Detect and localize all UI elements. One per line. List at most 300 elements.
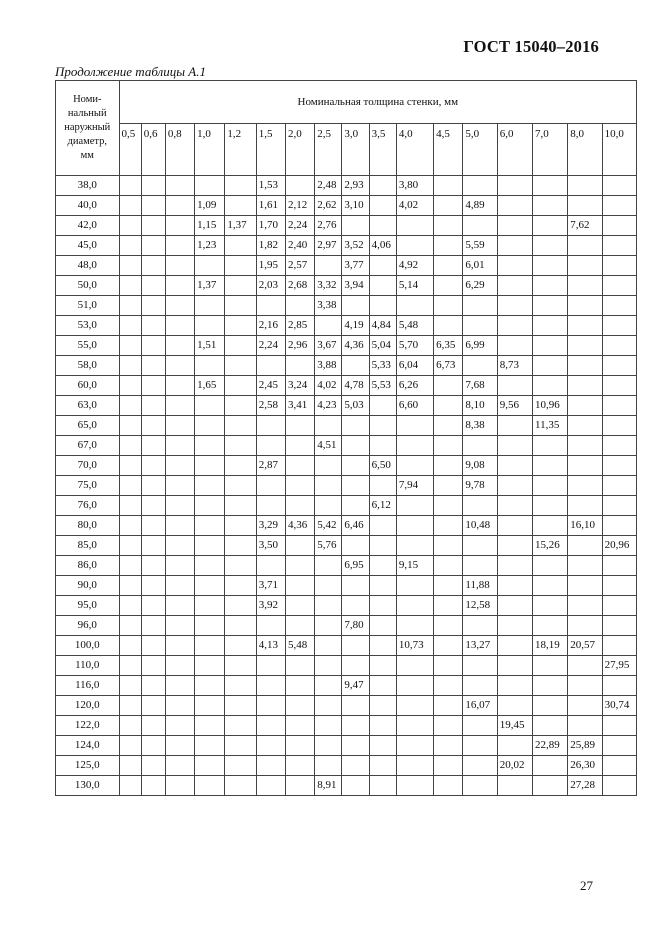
mass-cell bbox=[532, 476, 567, 496]
mass-cell: 1,51 bbox=[195, 336, 225, 356]
diameter-cell: 63,0 bbox=[56, 396, 120, 416]
mass-cell bbox=[165, 216, 194, 236]
mass-cell: 9,78 bbox=[463, 476, 497, 496]
mass-cell bbox=[434, 556, 463, 576]
mass-cell: 2,76 bbox=[315, 216, 342, 236]
mass-cell bbox=[195, 256, 225, 276]
mass-cell bbox=[195, 656, 225, 676]
mass-cell bbox=[195, 756, 225, 776]
mass-cell bbox=[396, 416, 433, 436]
mass-cell bbox=[165, 596, 194, 616]
mass-cell bbox=[342, 636, 369, 656]
mass-cell bbox=[568, 656, 602, 676]
mass-cell bbox=[568, 436, 602, 456]
mass-cell bbox=[497, 436, 532, 456]
mass-cell bbox=[434, 576, 463, 596]
mass-cell bbox=[195, 716, 225, 736]
mass-cell bbox=[369, 176, 396, 196]
mass-cell bbox=[119, 496, 141, 516]
mass-cell: 6,26 bbox=[396, 376, 433, 396]
mass-cell bbox=[532, 616, 567, 636]
mass-cell bbox=[463, 316, 497, 336]
mass-cell bbox=[602, 176, 636, 196]
mass-cell bbox=[532, 596, 567, 616]
mass-cell: 5,14 bbox=[396, 276, 433, 296]
mass-cell bbox=[434, 476, 463, 496]
mass-cell bbox=[396, 736, 433, 756]
mass-cell bbox=[119, 536, 141, 556]
mass-cell: 15,26 bbox=[532, 536, 567, 556]
mass-cell bbox=[497, 336, 532, 356]
mass-cell: 6,73 bbox=[434, 356, 463, 376]
mass-cell bbox=[256, 356, 285, 376]
mass-cell bbox=[225, 476, 256, 496]
mass-cell bbox=[225, 396, 256, 416]
mass-cell bbox=[369, 656, 396, 676]
thickness-group-header: Номинальная толщина стенки, мм bbox=[119, 81, 636, 124]
mass-cell bbox=[141, 616, 165, 636]
mass-cell bbox=[285, 756, 314, 776]
mass-cell bbox=[497, 476, 532, 496]
mass-cell bbox=[285, 716, 314, 736]
mass-cell: 3,29 bbox=[256, 516, 285, 536]
mass-cell bbox=[119, 776, 141, 796]
table-row bbox=[56, 756, 637, 776]
mass-cell bbox=[141, 776, 165, 796]
mass-cell bbox=[434, 276, 463, 296]
mass-cell: 10,73 bbox=[396, 636, 433, 656]
mass-cell: 2,16 bbox=[256, 316, 285, 336]
mass-cell bbox=[497, 576, 532, 596]
mass-cell: 7,94 bbox=[396, 476, 433, 496]
mass-cell: 5,70 bbox=[396, 336, 433, 356]
mass-cell bbox=[497, 776, 532, 796]
mass-cell: 2,58 bbox=[256, 396, 285, 416]
mass-cell: 7,80 bbox=[342, 616, 369, 636]
mass-cell bbox=[532, 776, 567, 796]
mass-cell bbox=[342, 736, 369, 756]
table-row bbox=[56, 516, 637, 536]
mass-cell bbox=[285, 696, 314, 716]
thickness-header-cell: 4,0 bbox=[396, 124, 433, 176]
mass-cell bbox=[568, 676, 602, 696]
mass-cell bbox=[256, 556, 285, 576]
thickness-header-cell: 0,5 bbox=[119, 124, 141, 176]
mass-cell bbox=[396, 536, 433, 556]
mass-cell bbox=[285, 576, 314, 596]
mass-cell bbox=[141, 236, 165, 256]
mass-cell bbox=[463, 656, 497, 676]
mass-cell bbox=[342, 596, 369, 616]
mass-cell bbox=[256, 676, 285, 696]
mass-cell bbox=[256, 616, 285, 636]
thickness-header-cell: 7,0 bbox=[532, 124, 567, 176]
mass-cell bbox=[396, 576, 433, 596]
mass-cell bbox=[342, 716, 369, 736]
mass-cell bbox=[195, 696, 225, 716]
mass-cell bbox=[256, 696, 285, 716]
page-number: 27 bbox=[580, 878, 593, 893]
mass-cell bbox=[141, 316, 165, 336]
mass-cell bbox=[256, 436, 285, 456]
mass-cell bbox=[369, 556, 396, 576]
mass-cell bbox=[225, 336, 256, 356]
mass-cell bbox=[568, 376, 602, 396]
mass-cell: 20,57 bbox=[568, 636, 602, 656]
mass-cell bbox=[568, 596, 602, 616]
mass-cell bbox=[602, 396, 636, 416]
mass-cell bbox=[602, 496, 636, 516]
mass-cell bbox=[532, 456, 567, 476]
mass-cell bbox=[315, 716, 342, 736]
mass-cell bbox=[342, 216, 369, 236]
mass-cell bbox=[119, 676, 141, 696]
mass-cell bbox=[434, 696, 463, 716]
mass-cell bbox=[396, 496, 433, 516]
mass-cell bbox=[225, 576, 256, 596]
mass-cell: 11,88 bbox=[463, 576, 497, 596]
mass-cell bbox=[225, 456, 256, 476]
mass-cell bbox=[568, 576, 602, 596]
table-body bbox=[56, 176, 637, 796]
mass-cell bbox=[119, 736, 141, 756]
mass-cell bbox=[141, 756, 165, 776]
mass-cell bbox=[285, 496, 314, 516]
mass-cell bbox=[141, 596, 165, 616]
mass-cell bbox=[434, 256, 463, 276]
table-row bbox=[56, 396, 637, 416]
mass-cell: 13,27 bbox=[463, 636, 497, 656]
mass-cell: 3,94 bbox=[342, 276, 369, 296]
mass-cell bbox=[165, 496, 194, 516]
mass-cell: 5,33 bbox=[369, 356, 396, 376]
mass-cell bbox=[434, 216, 463, 236]
mass-cell bbox=[342, 696, 369, 716]
table-row bbox=[56, 596, 637, 616]
mass-cell bbox=[119, 596, 141, 616]
mass-cell bbox=[119, 516, 141, 536]
mass-cell: 6,35 bbox=[434, 336, 463, 356]
table-row bbox=[56, 296, 637, 316]
mass-cell bbox=[497, 676, 532, 696]
mass-cell bbox=[497, 416, 532, 436]
table-row bbox=[56, 636, 637, 656]
mass-cell bbox=[463, 756, 497, 776]
mass-cell bbox=[369, 196, 396, 216]
thickness-header-cell: 3,5 bbox=[369, 124, 396, 176]
mass-cell: 2,62 bbox=[315, 196, 342, 216]
table-row bbox=[56, 236, 637, 256]
thickness-header-cell: 2,0 bbox=[285, 124, 314, 176]
mass-cell bbox=[497, 216, 532, 236]
mass-cell bbox=[568, 536, 602, 556]
thickness-header-cell: 6,0 bbox=[497, 124, 532, 176]
diameter-cell: 86,0 bbox=[56, 556, 120, 576]
mass-cell bbox=[568, 356, 602, 376]
mass-cell bbox=[342, 456, 369, 476]
mass-cell bbox=[315, 596, 342, 616]
mass-cell bbox=[256, 496, 285, 516]
mass-cell bbox=[602, 736, 636, 756]
mass-cell bbox=[568, 176, 602, 196]
mass-cell: 3,71 bbox=[256, 576, 285, 596]
mass-cell bbox=[532, 256, 567, 276]
mass-cell bbox=[396, 756, 433, 776]
mass-cell: 1,65 bbox=[195, 376, 225, 396]
mass-cell: 9,15 bbox=[396, 556, 433, 576]
mass-cell bbox=[369, 676, 396, 696]
mass-cell: 3,50 bbox=[256, 536, 285, 556]
diameter-cell: 122,0 bbox=[56, 716, 120, 736]
mass-cell bbox=[141, 176, 165, 196]
table-row bbox=[56, 736, 637, 756]
mass-cell bbox=[225, 416, 256, 436]
diameter-cell: 85,0 bbox=[56, 536, 120, 556]
thickness-header-cell: 0,6 bbox=[141, 124, 165, 176]
mass-cell: 2,93 bbox=[342, 176, 369, 196]
mass-cell bbox=[369, 596, 396, 616]
mass-cell bbox=[602, 336, 636, 356]
mass-cell bbox=[434, 596, 463, 616]
mass-cell: 2,97 bbox=[315, 236, 342, 256]
mass-cell: 5,04 bbox=[369, 336, 396, 356]
mass-cell bbox=[315, 256, 342, 276]
mass-cell bbox=[165, 396, 194, 416]
mass-cell bbox=[602, 456, 636, 476]
diameter-cell: 95,0 bbox=[56, 596, 120, 616]
mass-cell: 16,10 bbox=[568, 516, 602, 536]
mass-cell bbox=[396, 456, 433, 476]
mass-cell bbox=[141, 256, 165, 276]
mass-cell bbox=[195, 176, 225, 196]
mass-cell: 10,48 bbox=[463, 516, 497, 536]
mass-cell bbox=[497, 296, 532, 316]
mass-cell: 2,57 bbox=[285, 256, 314, 276]
mass-cell bbox=[165, 296, 194, 316]
mass-cell bbox=[119, 436, 141, 456]
mass-cell bbox=[315, 736, 342, 756]
diameter-cell: 76,0 bbox=[56, 496, 120, 516]
mass-cell bbox=[285, 176, 314, 196]
mass-cell bbox=[369, 776, 396, 796]
mass-cell bbox=[434, 436, 463, 456]
mass-cell bbox=[497, 256, 532, 276]
mass-cell: 2,87 bbox=[256, 456, 285, 476]
thickness-header-cell: 5,0 bbox=[463, 124, 497, 176]
mass-cell bbox=[532, 196, 567, 216]
table-row bbox=[56, 436, 637, 456]
mass-cell bbox=[141, 276, 165, 296]
mass-cell: 3,77 bbox=[342, 256, 369, 276]
mass-cell bbox=[434, 676, 463, 696]
mass-cell bbox=[165, 536, 194, 556]
diameter-cell: 48,0 bbox=[56, 256, 120, 276]
table-row bbox=[56, 576, 637, 596]
mass-cell: 4,02 bbox=[396, 196, 433, 216]
mass-cell bbox=[119, 376, 141, 396]
mass-cell bbox=[497, 556, 532, 576]
mass-cell: 2,24 bbox=[256, 336, 285, 356]
mass-cell bbox=[119, 176, 141, 196]
mass-cell bbox=[434, 536, 463, 556]
diameter-cell: 75,0 bbox=[56, 476, 120, 496]
mass-cell bbox=[532, 376, 567, 396]
mass-cell bbox=[532, 236, 567, 256]
mass-cell bbox=[141, 296, 165, 316]
mass-cell: 25,89 bbox=[568, 736, 602, 756]
mass-cell bbox=[369, 536, 396, 556]
mass-cell bbox=[602, 236, 636, 256]
mass-cell bbox=[225, 516, 256, 536]
table-row bbox=[56, 716, 637, 736]
mass-cell bbox=[497, 536, 532, 556]
table-row bbox=[56, 676, 637, 696]
mass-cell bbox=[225, 656, 256, 676]
mass-cell bbox=[225, 696, 256, 716]
mass-cell bbox=[141, 216, 165, 236]
mass-cell bbox=[285, 356, 314, 376]
mass-cell bbox=[165, 316, 194, 336]
mass-cell: 5,48 bbox=[285, 636, 314, 656]
mass-cell bbox=[396, 236, 433, 256]
mass-cell bbox=[602, 576, 636, 596]
thickness-header-cell: 0,8 bbox=[165, 124, 194, 176]
diameter-cell: 100,0 bbox=[56, 636, 120, 656]
mass-cell bbox=[602, 316, 636, 336]
mass-cell bbox=[568, 236, 602, 256]
mass-cell bbox=[315, 756, 342, 776]
mass-cell bbox=[141, 456, 165, 476]
mass-cell bbox=[165, 576, 194, 596]
mass-cell bbox=[602, 416, 636, 436]
mass-cell bbox=[315, 496, 342, 516]
mass-cell bbox=[141, 736, 165, 756]
mass-cell bbox=[342, 496, 369, 516]
mass-cell bbox=[532, 356, 567, 376]
mass-cell bbox=[497, 496, 532, 516]
mass-cell: 1,15 bbox=[195, 216, 225, 236]
mass-cell: 6,60 bbox=[396, 396, 433, 416]
diameter-cell: 55,0 bbox=[56, 336, 120, 356]
mass-cell: 1,82 bbox=[256, 236, 285, 256]
mass-cell bbox=[434, 316, 463, 336]
mass-cell bbox=[602, 516, 636, 536]
mass-cell bbox=[256, 416, 285, 436]
mass-cell: 1,61 bbox=[256, 196, 285, 216]
mass-cell: 4,06 bbox=[369, 236, 396, 256]
table-row bbox=[56, 356, 637, 376]
mass-cell bbox=[602, 196, 636, 216]
mass-cell: 6,04 bbox=[396, 356, 433, 376]
mass-cell: 7,62 bbox=[568, 216, 602, 236]
mass-cell bbox=[396, 676, 433, 696]
mass-cell bbox=[141, 696, 165, 716]
mass-cell: 2,40 bbox=[285, 236, 314, 256]
mass-cell bbox=[369, 296, 396, 316]
mass-cell: 22,89 bbox=[532, 736, 567, 756]
mass-cell bbox=[568, 316, 602, 336]
mass-cell bbox=[315, 476, 342, 496]
diameter-cell: 50,0 bbox=[56, 276, 120, 296]
mass-cell bbox=[463, 776, 497, 796]
mass-cell bbox=[256, 776, 285, 796]
mass-cell: 27,95 bbox=[602, 656, 636, 676]
mass-cell bbox=[119, 636, 141, 656]
mass-cell bbox=[342, 416, 369, 436]
mass-cell bbox=[602, 376, 636, 396]
mass-cell bbox=[119, 356, 141, 376]
thickness-header-cell: 3,0 bbox=[342, 124, 369, 176]
mass-cell bbox=[195, 616, 225, 636]
mass-cell bbox=[165, 336, 194, 356]
mass-cell bbox=[119, 276, 141, 296]
mass-cell bbox=[225, 296, 256, 316]
mass-cell bbox=[532, 676, 567, 696]
diameter-cell: 90,0 bbox=[56, 576, 120, 596]
mass-cell: 26,30 bbox=[568, 756, 602, 776]
mass-cell bbox=[532, 176, 567, 196]
mass-cell bbox=[165, 556, 194, 576]
mass-cell bbox=[463, 436, 497, 456]
mass-cell bbox=[497, 376, 532, 396]
mass-cell bbox=[369, 396, 396, 416]
mass-cell bbox=[119, 456, 141, 476]
mass-cell bbox=[165, 516, 194, 536]
mass-cell bbox=[532, 716, 567, 736]
mass-cell: 6,95 bbox=[342, 556, 369, 576]
mass-cell bbox=[434, 776, 463, 796]
mass-cell bbox=[497, 316, 532, 336]
mass-cell bbox=[315, 696, 342, 716]
mass-cell: 6,46 bbox=[342, 516, 369, 536]
mass-cell bbox=[602, 596, 636, 616]
mass-cell bbox=[141, 556, 165, 576]
mass-cell bbox=[497, 696, 532, 716]
mass-cell bbox=[497, 736, 532, 756]
mass-cell bbox=[165, 756, 194, 776]
mass-cell bbox=[225, 496, 256, 516]
mass-cell bbox=[141, 496, 165, 516]
mass-cell: 4,36 bbox=[285, 516, 314, 536]
mass-cell: 4,02 bbox=[315, 376, 342, 396]
mass-cell bbox=[369, 436, 396, 456]
mass-cell: 6,99 bbox=[463, 336, 497, 356]
mass-cell bbox=[434, 716, 463, 736]
mass-cell bbox=[342, 776, 369, 796]
mass-cell bbox=[141, 516, 165, 536]
mass-cell bbox=[434, 236, 463, 256]
table-row bbox=[56, 176, 637, 196]
mass-cell bbox=[165, 776, 194, 796]
mass-cell bbox=[342, 356, 369, 376]
mass-cell: 2,48 bbox=[315, 176, 342, 196]
mass-cell bbox=[165, 676, 194, 696]
mass-cell bbox=[141, 196, 165, 216]
mass-cell bbox=[532, 516, 567, 536]
mass-cell bbox=[497, 596, 532, 616]
mass-cell: 4,23 bbox=[315, 396, 342, 416]
mass-cell bbox=[225, 236, 256, 256]
mass-cell bbox=[396, 616, 433, 636]
mass-cell bbox=[285, 456, 314, 476]
mass-cell bbox=[602, 476, 636, 496]
mass-cell bbox=[369, 256, 396, 276]
thickness-header-cell: 1,2 bbox=[225, 124, 256, 176]
mass-cell: 9,56 bbox=[497, 396, 532, 416]
mass-cell bbox=[532, 656, 567, 676]
table-caption: Продолжение таблицы А.1 bbox=[55, 64, 206, 79]
mass-cell bbox=[602, 636, 636, 656]
